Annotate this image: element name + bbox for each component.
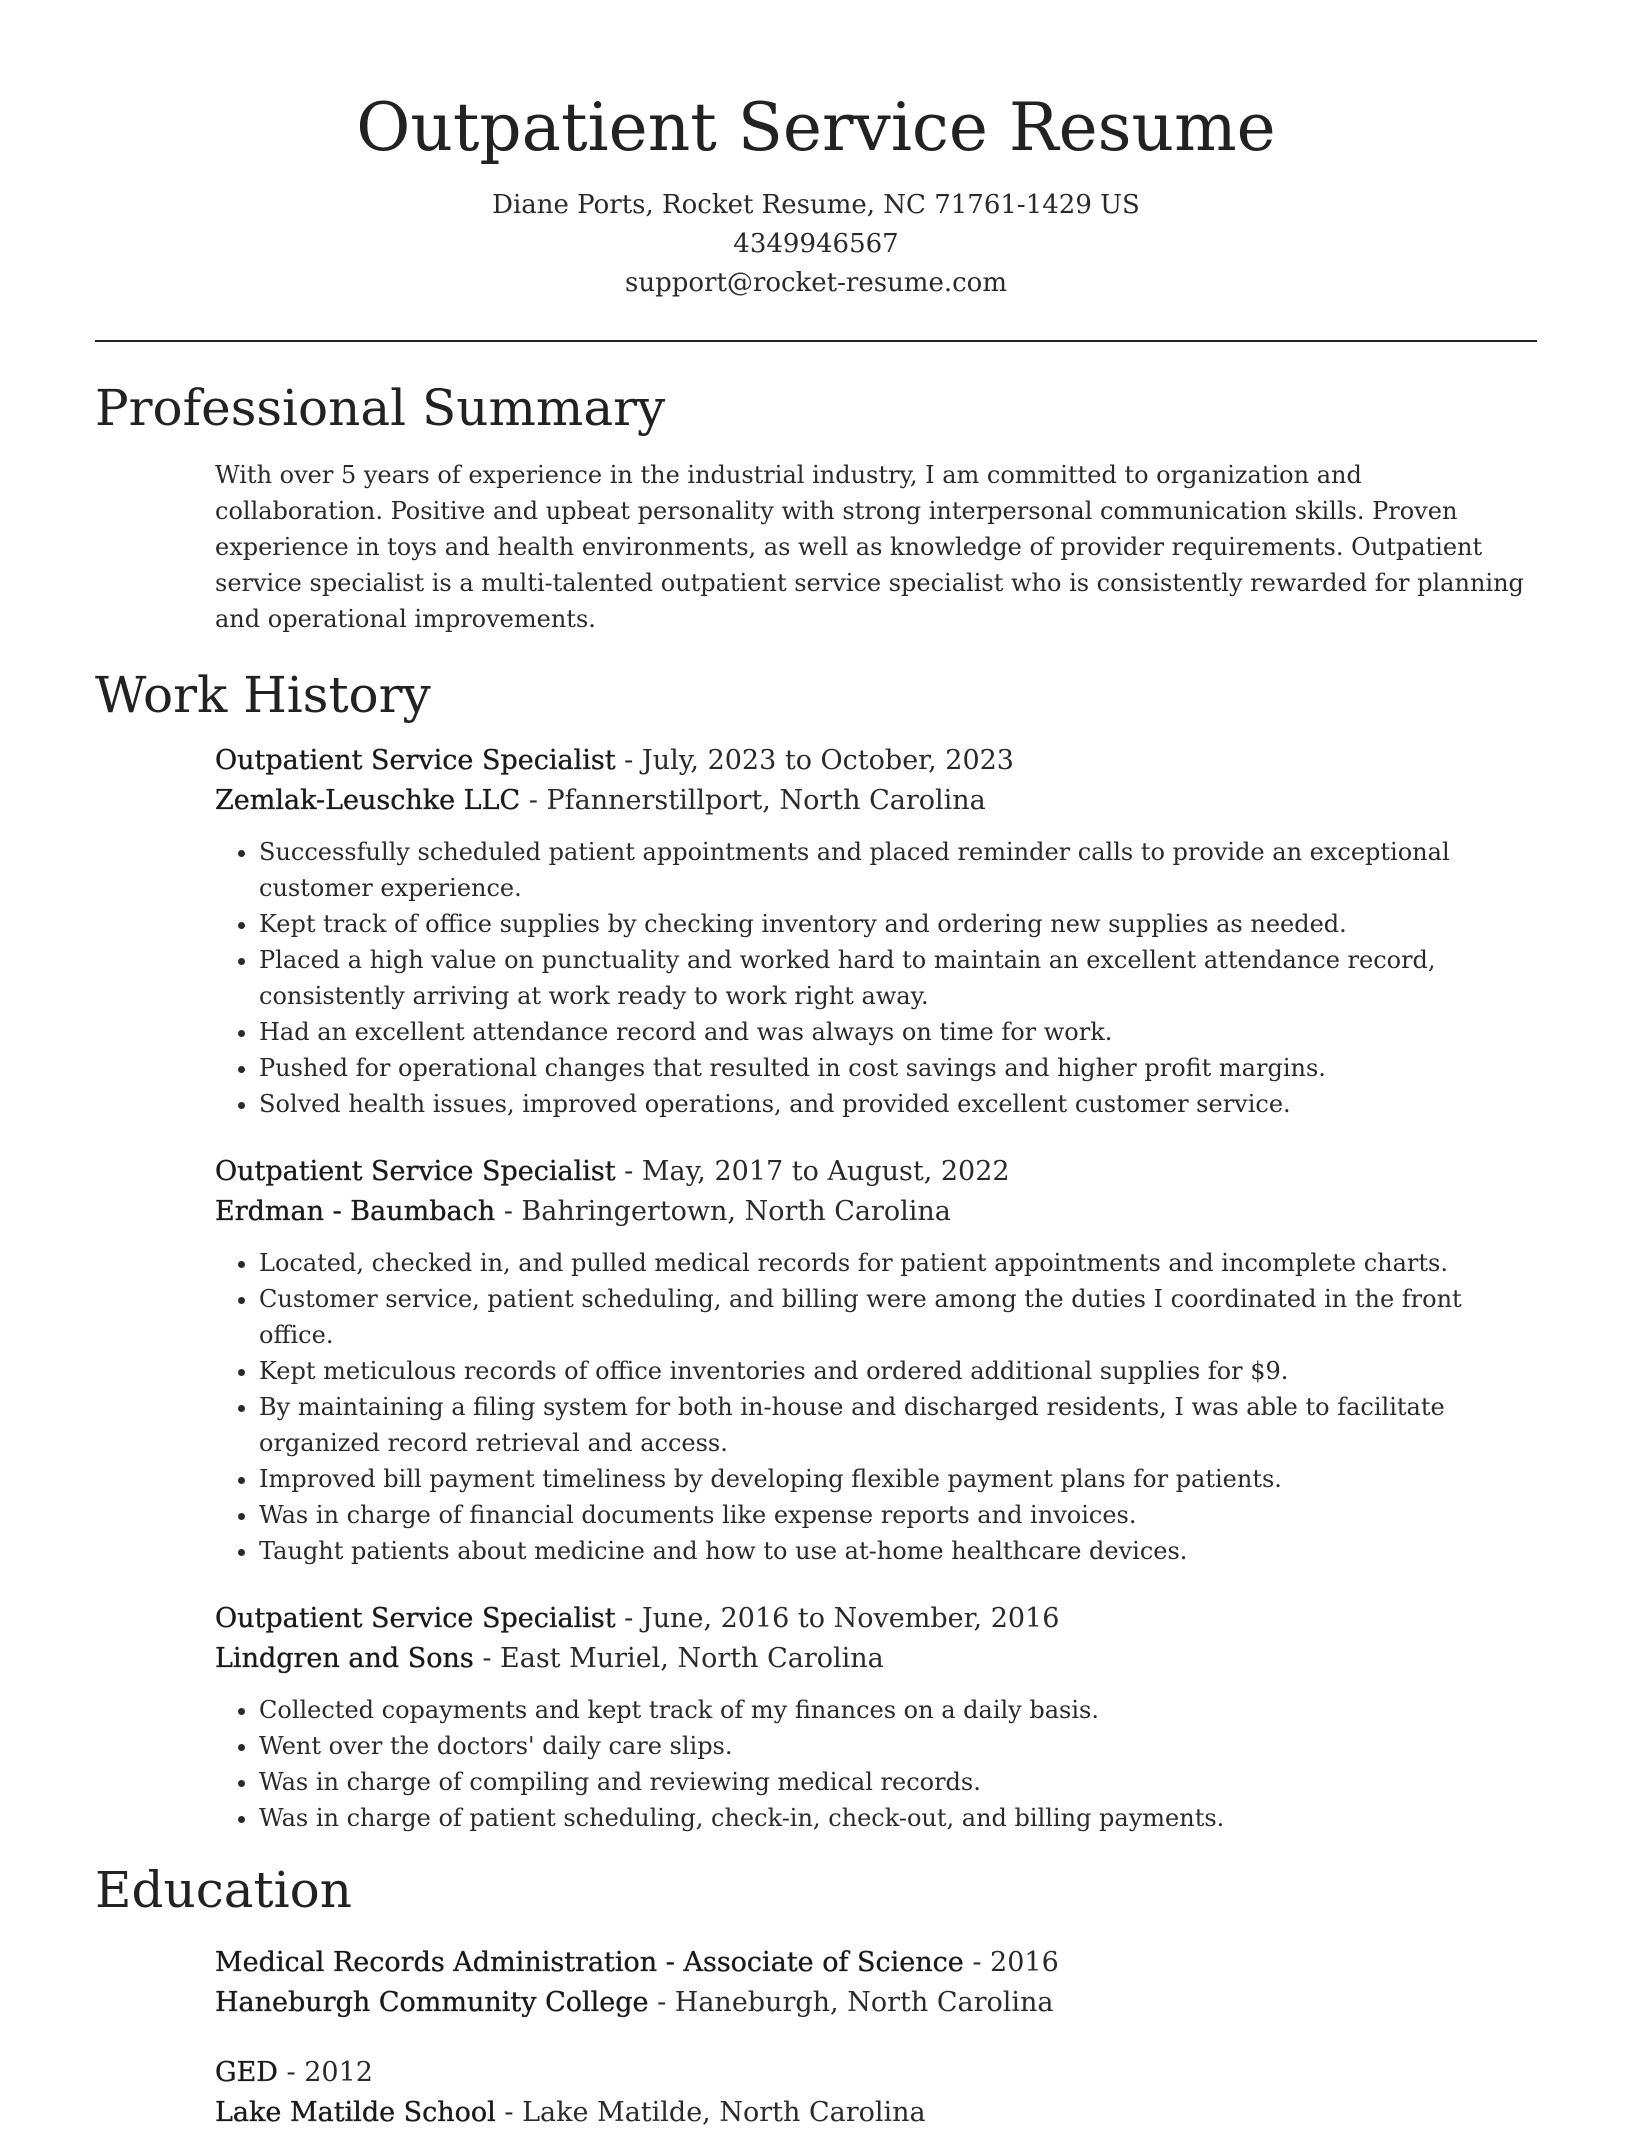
job-bullet: • Collected copayments and kept track of my finances on a daily basis.: [259, 1692, 1537, 1728]
summary-text: With over 5 years of experience in the industrial industry, I am committed to organization and collaboration. Positive and upbeat personality with strong interpersonal communication skills. Proven experience in toys and health environments, as well as knowledge of provider requirements. Outpatient service specialist is a multi-talented outpatient service specialist who is consistently rewarded for planning and operational improvements.: [215, 461, 1524, 633]
job-company: Lindgren and Sons: [215, 1643, 474, 1674]
education-entry: [215, 1943, 1537, 2023]
job-company-line: [215, 781, 1537, 821]
job-bullet: • Successfully scheduled patient appointments and placed reminder calls to provide an exceptional customer experience.: [259, 834, 1537, 906]
job-bullets: [215, 1692, 1537, 1836]
job-location: - East Muriel, North Carolina: [473, 1643, 884, 1674]
job-title-line: [215, 741, 1537, 781]
professional-summary-section: [95, 377, 1537, 637]
job-bullet: • Taught patients about medicine and how to use at-home healthcare devices.: [259, 1533, 1537, 1569]
job-bullet: • Was in charge of patient scheduling, check-in, check-out, and billing payments.: [259, 1800, 1537, 1836]
resume-title: Outpatient Service Resume: [356, 89, 1276, 166]
job-entry: [215, 1152, 1537, 1569]
job-bullet: • Went over the doctors' daily care slips.: [259, 1728, 1537, 1764]
job-bullet: • Had an excellent attendance record and was always on time for work.: [259, 1014, 1537, 1050]
job-position: Outpatient Service Specialist: [215, 1603, 616, 1634]
job-company: Zemlak-Leuschke LLC: [215, 785, 521, 816]
job-dates: - July, 2023 to October, 2023: [615, 745, 1014, 776]
job-entry: [215, 741, 1537, 1122]
education-location: - Lake Matilde, North Carolina: [495, 2097, 926, 2128]
education-degree: GED: [215, 2057, 278, 2088]
education-degree-line: [215, 2053, 1537, 2093]
education-school-line: [215, 1983, 1537, 2023]
job-dates: - May, 2017 to August, 2022: [615, 1156, 1010, 1187]
job-company: Erdman - Baumbach: [215, 1196, 496, 1227]
job-bullet: • Pushed for operational changes that resulted in cost savings and higher profit margins.: [259, 1050, 1537, 1086]
job-bullet: • Kept meticulous records of office inventories and ordered additional supplies for $9.: [259, 1353, 1537, 1389]
job-title-line: [215, 1152, 1537, 1192]
education-entry: [215, 2053, 1537, 2133]
contact-phone: 4349946567: [733, 229, 899, 259]
job-bullet: • Was in charge of compiling and reviewing medical records.: [259, 1764, 1537, 1800]
education-location: - Haneburgh, North Carolina: [648, 1987, 1054, 2018]
job-title-line: [215, 1599, 1537, 1639]
education-school-line: [215, 2093, 1537, 2133]
job-position: Outpatient Service Specialist: [215, 745, 616, 776]
job-bullet: • By maintaining a filing system for both in-house and discharged residents, I was able to facilitate organized record retrieval and access.: [259, 1389, 1537, 1461]
education-section: [95, 1859, 1537, 2133]
job-bullets: [215, 1245, 1537, 1569]
work-history-section: [95, 664, 1537, 1836]
education-school: Lake Matilde School: [215, 2097, 496, 2128]
section-title-summary: Professional Summary: [95, 379, 666, 437]
job-dates: - June, 2016 to November, 2016: [615, 1603, 1060, 1634]
education-degree: Medical Records Administration - Associate of Science: [215, 1947, 964, 1978]
job-position: Outpatient Service Specialist: [215, 1156, 616, 1187]
job-bullet: • Placed a high value on punctuality and worked hard to maintain an excellent attendance record, consistently arriving at work ready to work right away.: [259, 942, 1537, 1014]
job-bullet: • Customer service, patient scheduling, and billing were among the duties I coordinated in the front office.: [259, 1281, 1537, 1353]
education-year: - 2012: [277, 2057, 373, 2088]
job-bullet: • Solved health issues, improved operations, and provided excellent customer service.: [259, 1086, 1537, 1122]
education-year: - 2016: [963, 1947, 1059, 1978]
job-bullet: • Located, checked in, and pulled medical records for patient appointments and incomplete charts.: [259, 1245, 1537, 1281]
job-entry: [215, 1599, 1537, 1836]
contact-address: Diane Ports, Rocket Resume, NC 71761-1429 US: [492, 190, 1140, 220]
job-bullet: • Was in charge of financial documents like expense reports and invoices.: [259, 1497, 1537, 1533]
resume-header: [95, 0, 1537, 303]
education-degree-line: [215, 1943, 1537, 1983]
job-bullet: • Improved bill payment timeliness by developing flexible payment plans for patients.: [259, 1461, 1537, 1497]
contact-block: [95, 186, 1537, 303]
job-bullets: [215, 834, 1537, 1122]
section-title-education: Education: [95, 1861, 352, 1919]
job-bullet: • Kept track of office supplies by checking inventory and ordering new supplies as needed.: [259, 906, 1537, 942]
job-location: - Pfannerstillport, North Carolina: [520, 785, 986, 816]
header-divider: [95, 340, 1537, 342]
job-company-line: [215, 1639, 1537, 1679]
section-title-work: Work History: [95, 666, 431, 724]
education-school: Haneburgh Community College: [215, 1987, 649, 2018]
job-company-line: [215, 1192, 1537, 1232]
job-location: - Bahringertown, North Carolina: [495, 1196, 951, 1227]
contact-email: support@rocket-resume.com: [624, 268, 1007, 298]
